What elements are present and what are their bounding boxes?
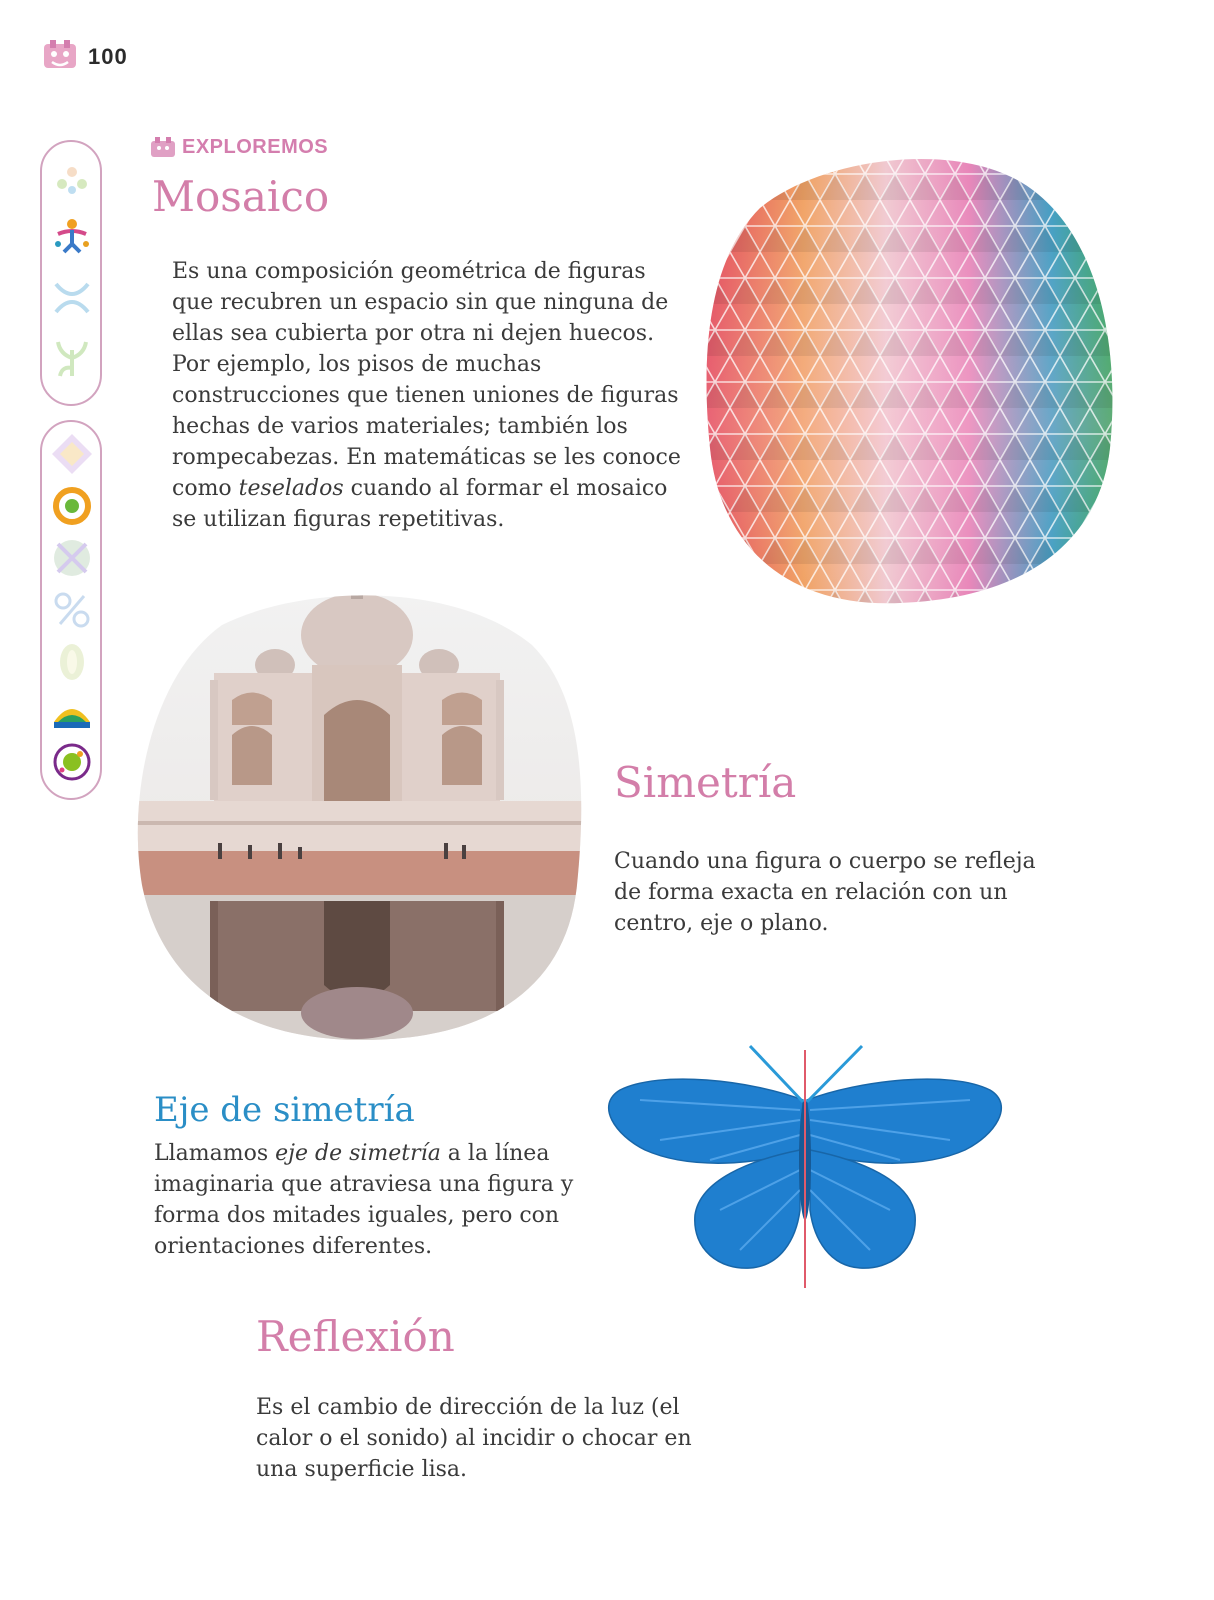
mosaico-paragraph — [172, 256, 682, 535]
leaf-icon — [50, 158, 94, 202]
eje-text-part1: Llamamos — [154, 1141, 276, 1166]
mosaico-emphasis: teselados — [238, 476, 344, 501]
section-label: EXPLOREMOS — [182, 136, 329, 158]
simetria-paragraph: Cuando una figura o cuerpo se refleja de forma exacta en relación con un centro, eje o plano. — [614, 849, 1036, 936]
eje-text-part2: a la línea imaginaria que atraviesa una figura y forma dos mitades iguales, pero con orientaciones diferentes. — [154, 1141, 574, 1259]
mosaic-image — [700, 148, 1114, 608]
ring-icon — [50, 484, 94, 528]
reflexion-paragraph: Es el cambio de dirección de la luz (el calor o el sonido) al incidir o chocar en una superficie lisa. — [256, 1395, 692, 1482]
simetria-title: Simetría — [614, 758, 797, 807]
book-logo-icon — [42, 38, 78, 74]
section-tag — [150, 136, 328, 159]
mosaico-text-part2: cuando al formar el mosaico se utilizan figuras repetitivas. — [172, 476, 668, 532]
eje-paragraph — [154, 1138, 594, 1262]
section-logo-icon — [150, 137, 176, 159]
flower-icon — [50, 640, 94, 684]
figure-icon — [50, 276, 94, 320]
mosaico-title: Mosaico — [152, 172, 330, 221]
percent-icon — [50, 588, 94, 632]
taj-mahal-image — [132, 585, 582, 1045]
eje-title: Eje de simetría — [154, 1090, 415, 1130]
page-number: 100 — [88, 44, 128, 69]
butterfly-image — [600, 1040, 1010, 1290]
mosaico-text-part1: Es una composición geométrica de figuras que recubren un espacio sin que ninguna de ellas sea cubierta por otra ni dejen huecos. Por ejemplo, los pisos de muchas construcciones que tienen uniones de figuras hechas de varios materiales; también los rompecabezas. En matemáticas se les conoce como — [172, 259, 681, 501]
dancer-icon — [50, 214, 94, 258]
splash-icon — [50, 740, 94, 784]
reflexion-title: Reflexión — [256, 1312, 455, 1361]
plant-icon — [50, 336, 94, 380]
diamond-icon — [50, 432, 94, 476]
dome-icon — [50, 692, 94, 736]
eje-emphasis: eje de simetría — [275, 1141, 441, 1166]
compass-icon — [50, 536, 94, 580]
